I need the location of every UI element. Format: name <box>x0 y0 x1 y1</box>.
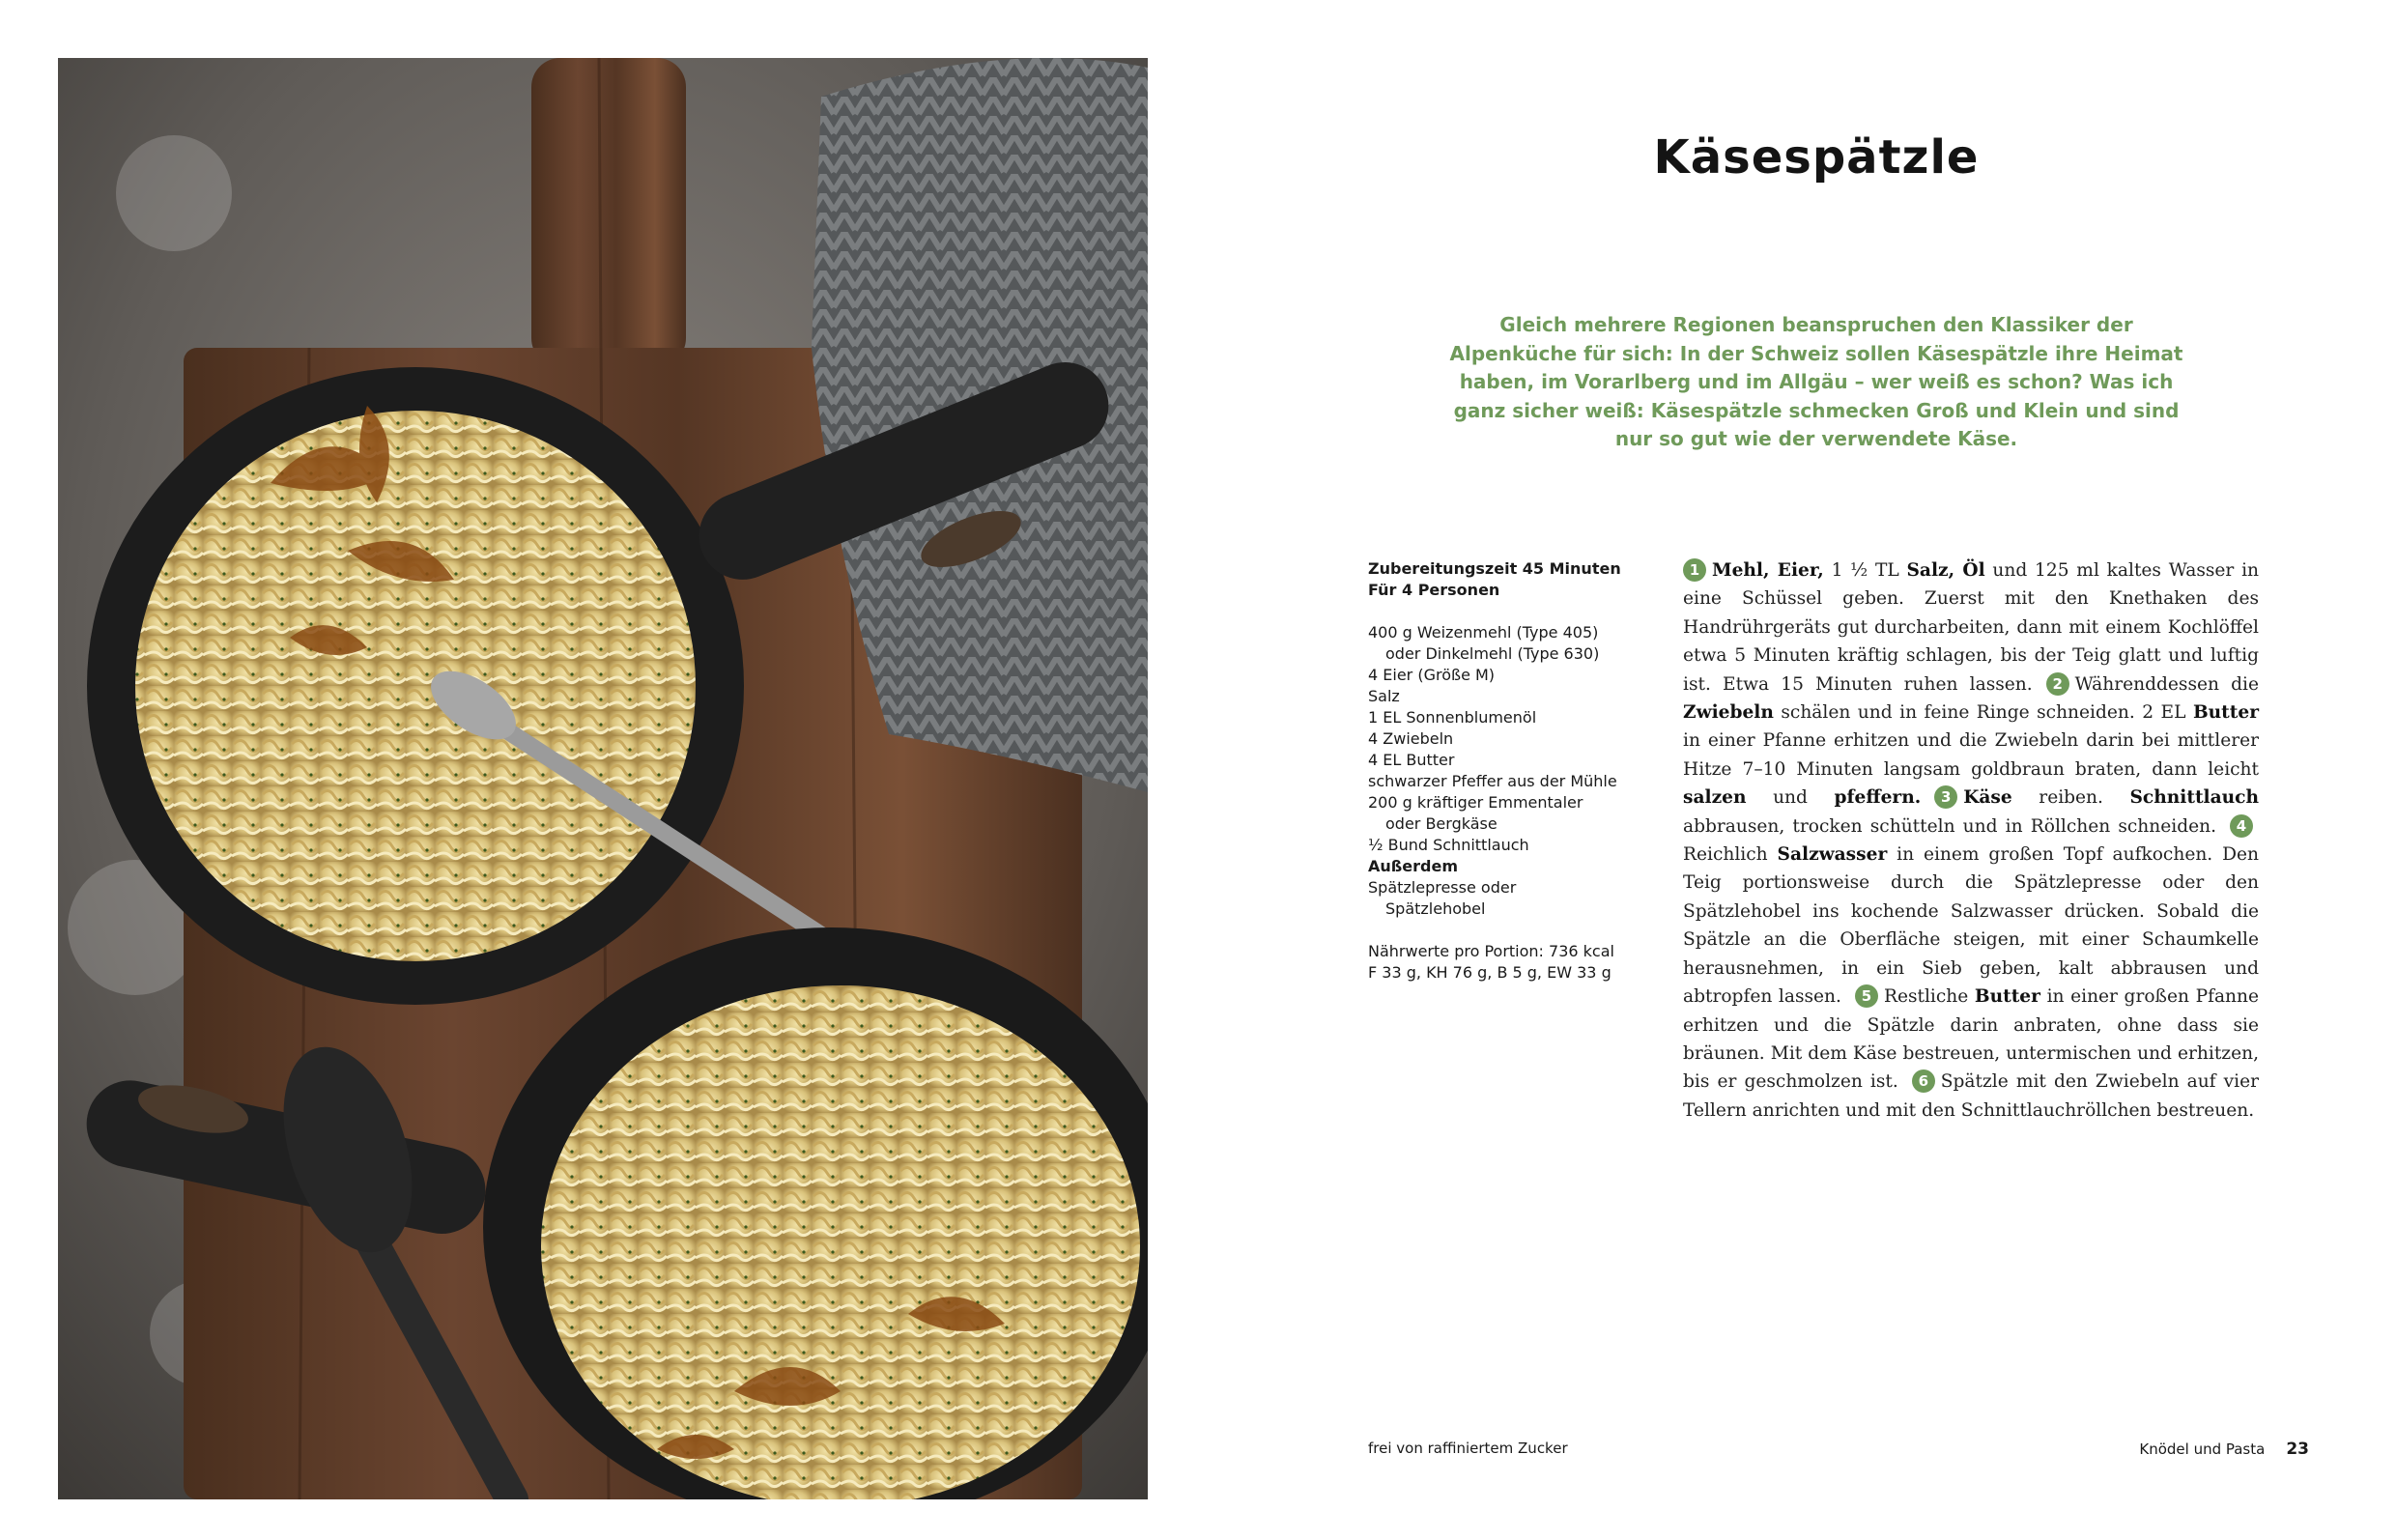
nutrition-line: Nährwerte pro Portion: 736 kcal <box>1368 942 1614 960</box>
extra-heading: Außerdem <box>1368 857 1458 875</box>
instructions <box>1683 556 2259 1125</box>
step-text: 1 ½ TL <box>1823 560 1907 581</box>
recipe-photo <box>58 58 1148 1499</box>
ingredient-item: oder Bergkäse <box>1385 814 1498 833</box>
footer-tagline: frei von raffiniertem Zucker <box>1368 1440 1568 1457</box>
step-text: reiben. <box>2011 787 2130 809</box>
ingredient-item: ½ Bund Schnittlauch <box>1368 836 1529 854</box>
step-keyword: Salzwasser <box>1777 844 1888 866</box>
ingredient-item: schwarzer Pfeffer aus der Mühle <box>1368 772 1617 790</box>
step-text: und <box>1746 787 1835 809</box>
footer-section <box>2139 1440 2309 1459</box>
ingredient-item: 4 EL Butter <box>1368 751 1455 769</box>
ingredient-item: 1 EL Sonnenblumenöl <box>1368 708 1537 727</box>
food-photo-icon <box>58 58 1148 1499</box>
step-keyword: Butter <box>2192 702 2259 724</box>
step-number-badge: 4 <box>2230 814 2253 838</box>
step-text: in einem großen Topf aufkochen. Den Teig portionsweise durch die Spätzlepresse oder den Spätzlehobel ins kochende Salzwasser drücken. Sobald die Spätzle an die Oberfläche steigen, mit einer Schaumkelle herausnehmen, in ein Sieb geben, kalt abbrausen und abtropfen lassen. <box>1683 844 2259 1008</box>
step-keyword: Käse <box>1963 787 2012 809</box>
section-name: Knödel und Pasta <box>2139 1440 2266 1458</box>
ingredient-item: 200 g kräftiger Emmentaler <box>1368 793 1583 812</box>
step-text: und 125 ml kaltes Wasser in eine Schüssel geben. Zuerst mit den Knethaken des Handrührgeräts gut durcharbeiten, dann mit einem Kochlöffel etwa 5 Minuten kräftig schlagen, bis der Teig glatt und luftig ist. Etwa 15 Minuten ruhen lassen. <box>1683 560 2259 695</box>
step-keyword: Schnittlauch <box>2129 787 2259 809</box>
step-keyword: salzen <box>1683 787 1747 809</box>
page-number: 23 <box>2286 1440 2309 1459</box>
servings: Für 4 Personen <box>1368 581 1500 599</box>
step-keyword: pfeffern. <box>1834 787 1922 809</box>
step-text: Spätzle mit den Zwiebeln auf vier Tellern anrichten und mit den Schnittlauchröllchen bestreuen. <box>1683 1071 2259 1121</box>
step-text: Reichlich <box>1683 844 1778 866</box>
step-number-badge: 1 <box>1683 558 1706 582</box>
ingredient-item: 4 Eier (Größe M) <box>1368 666 1496 684</box>
ingredient-item: Spätzlehobel <box>1385 899 1486 918</box>
ingredient-item: Salz <box>1368 687 1400 705</box>
step-text: in einer großen Pfanne erhitzen und die Spätzle darin anbraten, ohne dass sie bräunen. Mit dem Käse bestreuen, untermischen und erhitzen, bis er geschmolzen ist. <box>1683 986 2259 1093</box>
step-number-badge: 6 <box>1912 1069 1935 1093</box>
step-text: Währenddessen die <box>2074 673 2259 695</box>
ingredient-list <box>1368 558 1658 984</box>
recipe-intro: Gleich mehrere Regionen beanspruchen den Klassiker der Alpenküche für sich: In der Schweiz sollen Käsespätzle ihre Heimat haben, im Vorarlberg und im Allgäu – wer weiß es schon? Was ich ganz sicher weiß: Käsespätzle schmecken Groß und Klein und sind nur so gut wie der verwendete Käse. <box>1449 313 2183 450</box>
step-number-badge: 3 <box>1934 785 1957 809</box>
step-text: abbrausen, trocken schütteln und in Röllchen schneiden. <box>1683 815 2216 837</box>
ingredient-item: 400 g Weizenmehl (Type 405) <box>1368 623 1599 642</box>
step-keyword: Mehl, Eier, <box>1712 560 1824 581</box>
nutrition-line: F 33 g, KH 76 g, B 5 g, EW 33 g <box>1368 963 1612 982</box>
step-text: in einer Pfanne erhitzen und die Zwiebeln darin bei mittlerer Hitze 7–10 Minuten langsam goldbraun braten, dann leicht <box>1683 730 2259 780</box>
step-keyword: Zwiebeln <box>1683 702 1774 724</box>
step-number-badge: 2 <box>2046 672 2069 696</box>
ingredient-item: 4 Zwiebeln <box>1368 729 1454 748</box>
prep-time: Zubereitungszeit 45 Minuten <box>1368 559 1621 578</box>
step-text: Restliche <box>1883 986 1975 1008</box>
ingredient-item: Spätzlepresse oder <box>1368 878 1517 897</box>
recipe-title: Käsespätzle <box>1653 130 1980 185</box>
ingredient-item: oder Dinkelmehl (Type 630) <box>1385 644 1600 663</box>
step-keyword: Butter <box>1974 986 2040 1008</box>
step-keyword: Salz, Öl <box>1906 560 1985 581</box>
step-text: schälen und in feine Ringe schneiden. 2 EL <box>1773 702 2193 724</box>
step-number-badge: 5 <box>1855 984 1878 1008</box>
